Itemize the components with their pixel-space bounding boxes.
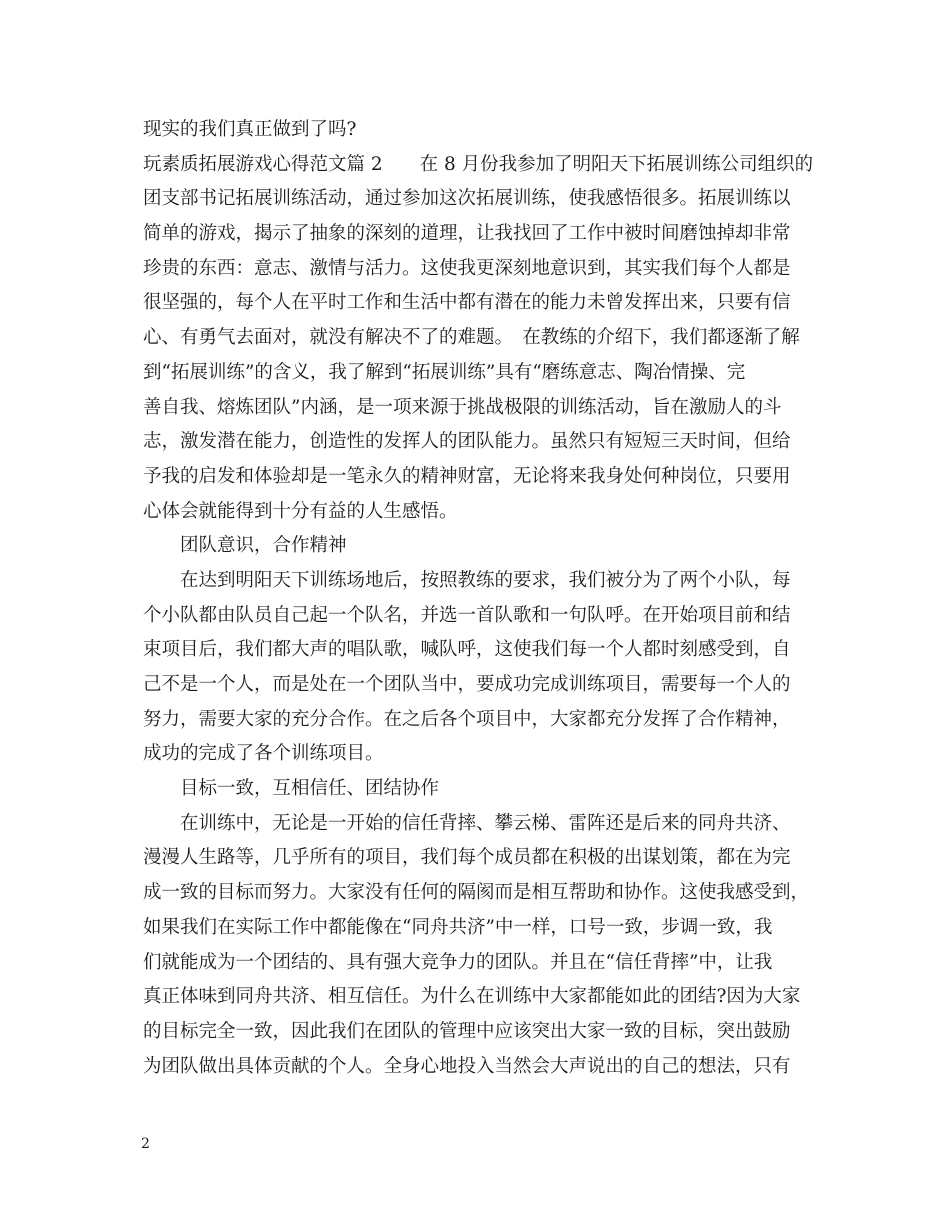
text-line: 团队意识，合作精神	[180, 535, 347, 557]
text-line: 心、有勇气去面对，就没有解决不了的难题。 在教练的介绍下，我们都逐渐了解	[143, 327, 800, 349]
text-line: 为团队做出具体贡献的个人。全身心地投入当然会大声说出的自己的想法，只有	[143, 1055, 791, 1077]
text-line: 成一致的目标而努力。大家没有任何的隔阂而是相互帮助和协作。这使我感受到，	[143, 882, 810, 904]
text-line: 现实的我们真正做到了吗?	[143, 119, 357, 140]
page-number: 2	[141, 1136, 150, 1152]
text-line: 志，激发潜在能力，创造性的发挥人的团队能力。虽然只有短短三天时间，但给	[143, 431, 791, 453]
text-line: 们就能成为一个团结的、具有强大竞争力的团队。并且在“信任背摔”中，让我	[143, 951, 773, 973]
text-line: 个小队都由队员自己起一个队名，并选一首队歌和一句队呼。在开始项目前和结	[143, 604, 791, 626]
text-line: 如果我们在实际工作中都能像在“同舟共济”中一样，口号一致，步调一致，我	[143, 916, 773, 938]
text-line: 到“拓展训练”的含义，我了解到“拓展训练”具有“磨练意志、陶冶情操、完	[143, 361, 746, 383]
text-line: 目标一致，互相信任、团结协作	[180, 778, 440, 800]
text-line: 珍贵的东西：意志、激情与活力。这使我更深刻地意识到，其实我们每个人都是	[143, 257, 791, 279]
text-line: 己不是一个人，而是处在一个团队当中，要成功完成训练项目，需要每一个人的	[143, 674, 791, 695]
text-line: 在训练中，无论是一开始的信任背摔、攀云梯、雷阵还是后来的同舟共济、	[180, 812, 791, 834]
document-body	[143, 113, 813, 1084]
text-line: 的目标完全一致，因此我们在团队的管理中应该突出大家一致的目标，突出鼓励	[143, 1020, 791, 1042]
text-line: 束项目后，我们都大声的唱队歌，喊队呼，这使我们每一个人都时刻感受到，自	[143, 639, 791, 661]
text-line: 简单的游戏，揭示了抽象的深刻的道理，让我找回了工作中被时间磨蚀掉却非常	[143, 223, 791, 245]
text-line: 努力，需要大家的充分合作。在之后各个项目中，大家都充分发挥了合作精神，	[143, 708, 791, 730]
text-line: 在达到明阳天下训练场地后，按照教练的要求，我们被分为了两个小队，每	[180, 569, 791, 591]
text-line: 心体会就能得到十分有益的人生感悟。	[143, 500, 458, 522]
text-line: 团支部书记拓展训练活动，通过参加这次拓展训练，使我感悟很多。拓展训练以	[143, 188, 791, 210]
text-line: 予我的启发和体验却是一笔永久的精神财富，无论将来我身处何种岗位，只要用	[143, 465, 791, 487]
text-line: 漫漫人生路等，几乎所有的项目，我们每个成员都在积极的出谋划策，都在为完	[143, 847, 791, 869]
text-line: 玩素质拓展游戏心得范文篇 2 在 8 月份我参加了明阳天下拓展训练公司组织的	[143, 153, 813, 175]
text-line: 真正体味到同舟共济、相互信任。为什么在训练中大家都能如此的团结?因为大家	[143, 986, 801, 1008]
text-line: 很坚强的，每个人在平时工作和生活中都有潜在的能力未曾发挥出来，只要有信	[143, 292, 791, 314]
text-line: 善自我、熔炼团队”内涵，是一项来源于挑战极限的训练活动，旨在激励人的斗	[143, 396, 782, 418]
text-line: 成功的完成了各个训练项目。	[143, 743, 384, 765]
